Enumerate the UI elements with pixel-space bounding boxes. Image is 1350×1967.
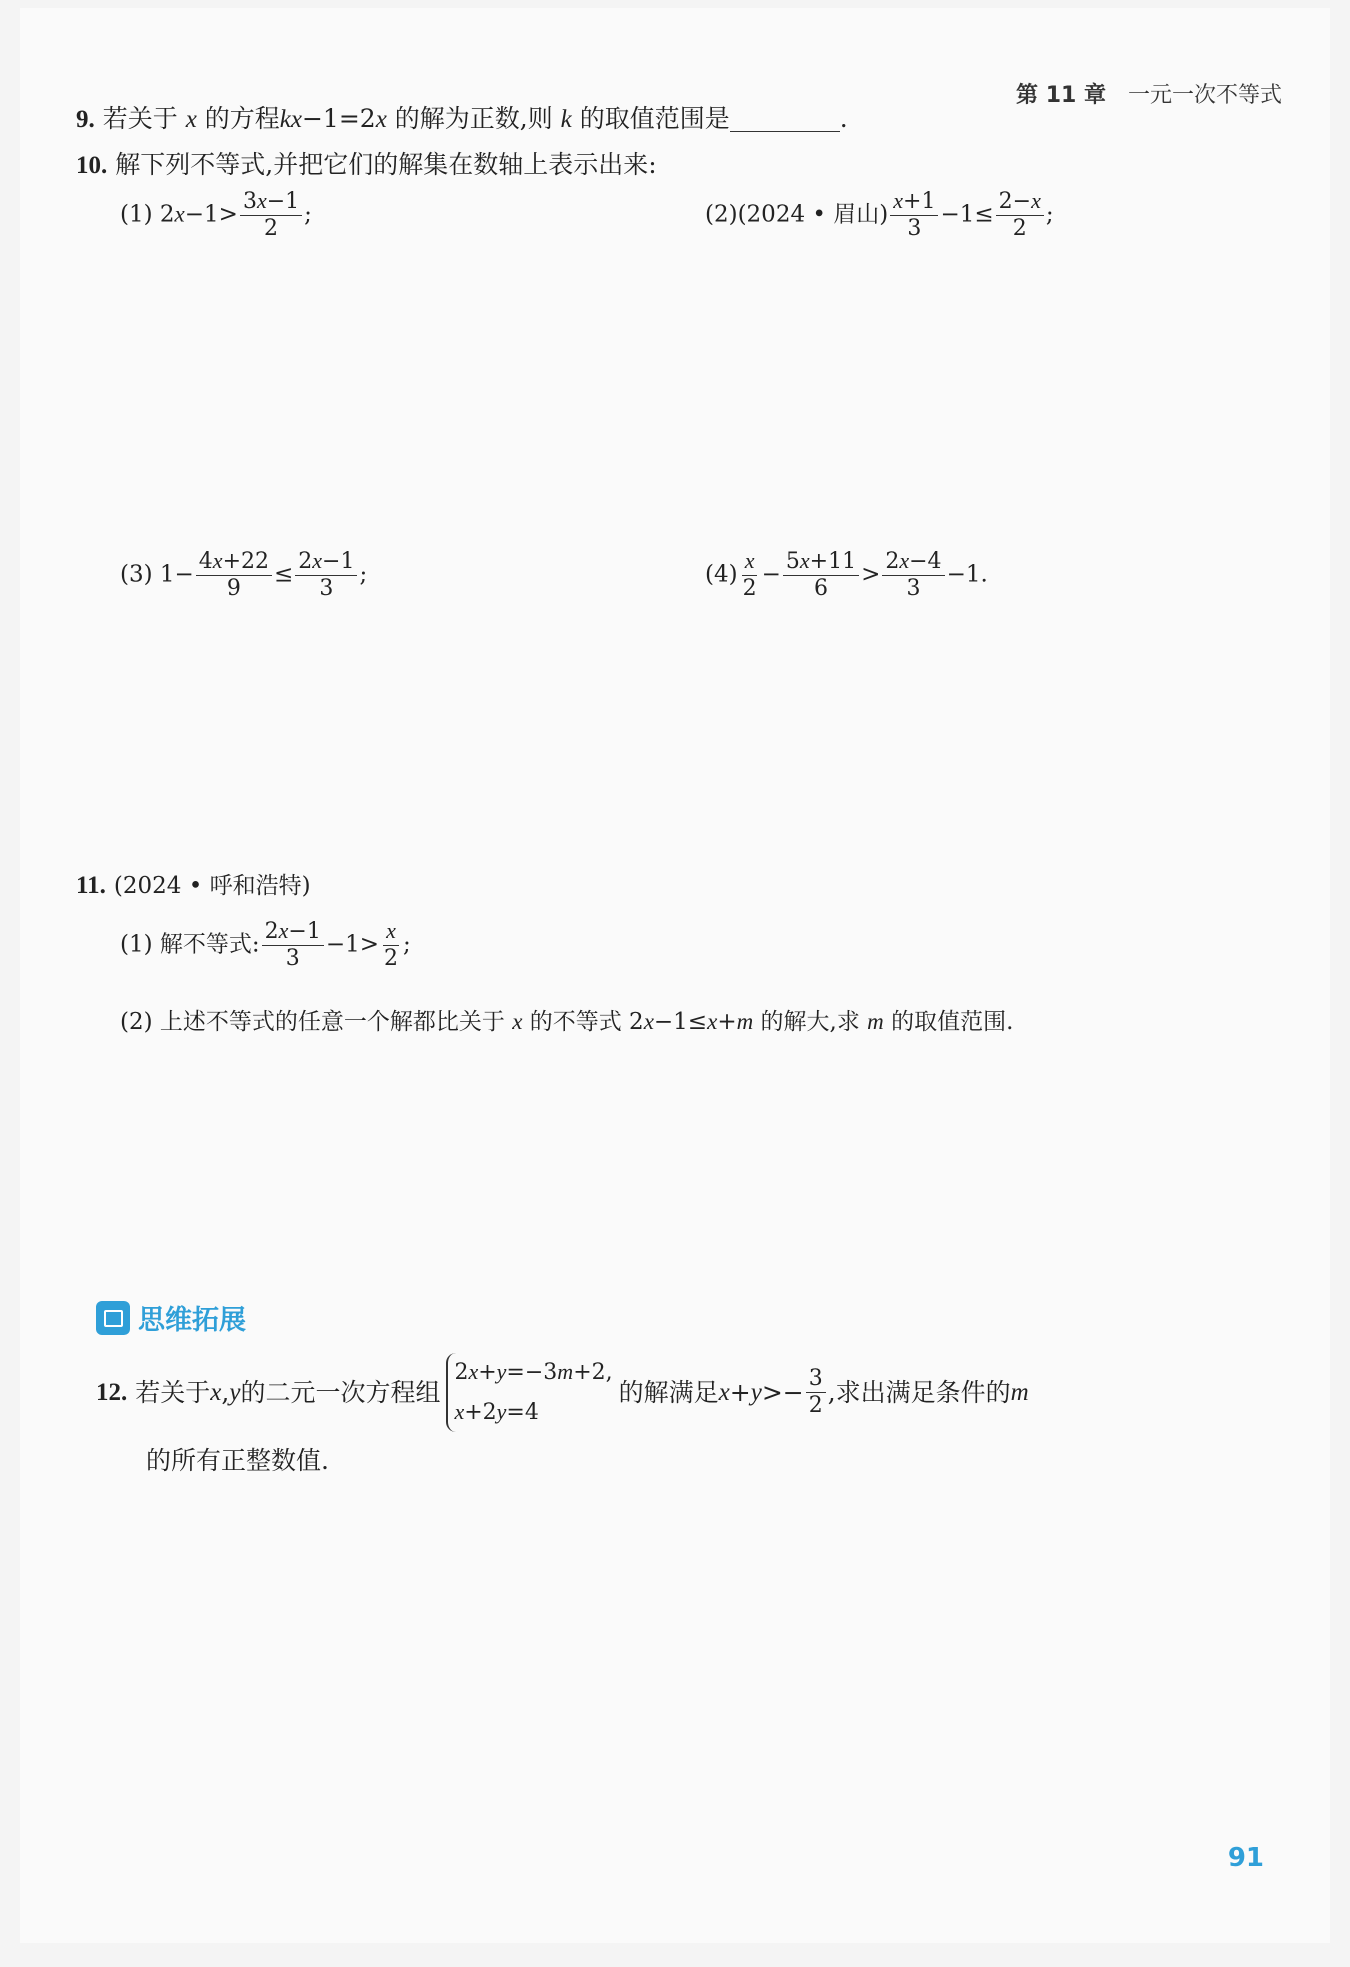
question-12-line-2: 的所有正整数值. xyxy=(146,1446,329,1475)
fraction: $\frac{2x-1}{3}$ xyxy=(262,918,324,973)
fraction: $\frac{3x-1}{2}$ xyxy=(240,188,302,243)
chapter-title: 一元一次不等式 xyxy=(1127,83,1282,108)
question-number: 9. xyxy=(76,106,95,133)
question-10-part-4: (4) $\frac{x}{2}$ − $\frac{5x+11}{6}$ > $\frac{2x-4}{3}$ −1. xyxy=(705,548,988,602)
fraction: $\frac{3}{2}$ xyxy=(806,1366,826,1420)
question-number: 10. xyxy=(76,152,108,179)
textbook-page xyxy=(20,8,1330,1943)
question-number: 11. xyxy=(76,872,106,899)
fraction: $\frac{2-x}{2}$ xyxy=(996,188,1044,243)
fraction: $\frac{2x-4}{3}$ xyxy=(882,548,944,603)
page-number: 91 xyxy=(1227,1843,1264,1873)
question-10-part-3: (3) 1− $\frac{4x+22}{9}$ ≤ $\frac{2x-1}{3}$ ; xyxy=(120,548,368,602)
chapter-number: 第 11 章 xyxy=(1016,83,1106,108)
fraction: $\frac{x+1}{3}$ xyxy=(890,188,938,243)
question-number: 12. xyxy=(96,1379,128,1406)
question-source: (2024 • 呼和浩特) xyxy=(113,873,311,899)
question-11-part-2: (2) 上述不等式的任意一个解都比关于 x 的不等式 2x−1≤x+m 的解大,求 m 的取值范围. xyxy=(120,1009,1014,1035)
section-header xyxy=(96,1298,246,1337)
fraction: $\frac{x}{2}$ xyxy=(742,548,757,602)
fraction: $\frac{x}{2}$ xyxy=(384,918,399,972)
fraction: $\frac{2x-1}{3}$ xyxy=(295,548,357,603)
question-text: 解下列不等式,并把它们的解集在数轴上表示出来: xyxy=(115,150,657,179)
question-10-part-2: (2)(2024 • 眉山) $\frac{x+1}{3}$ −1≤ $\frac{2-x}{2}$ ; xyxy=(705,188,1054,242)
running-header xyxy=(1016,78,1282,109)
question-9: 9. 若关于 x 的方程kx−1=2x 的解为正数,则 k 的取值范围是 . xyxy=(76,104,848,133)
question-12: 12. 若关于 x , y 的二元一次方程组 2x+y=−3m+2, x+2y=4 的解满足 x + y >− $\frac{3}{2}$ ,求出满足条件的 m xyxy=(96,1353,1029,1432)
answer-blank[interactable] xyxy=(730,109,840,132)
edit-note-icon xyxy=(96,1301,130,1335)
equation-system: 2x+y=−3m+2, x+2y=4 xyxy=(446,1353,612,1432)
fraction: $\frac{5x+11}{6}$ xyxy=(783,548,859,603)
question-10-part-1: (1) 2x−1> $\frac{3x-1}{2}$ ; xyxy=(120,188,312,242)
question-10 xyxy=(76,152,657,178)
question-11-part-1: (1) 解不等式: $\frac{2x-1}{3}$ −1> $\frac{x}{2}$ ; xyxy=(120,918,411,972)
question-11 xyxy=(76,872,311,898)
fraction: $\frac{4x+22}{9}$ xyxy=(196,548,272,603)
section-title: 思维拓展 xyxy=(138,1305,246,1336)
